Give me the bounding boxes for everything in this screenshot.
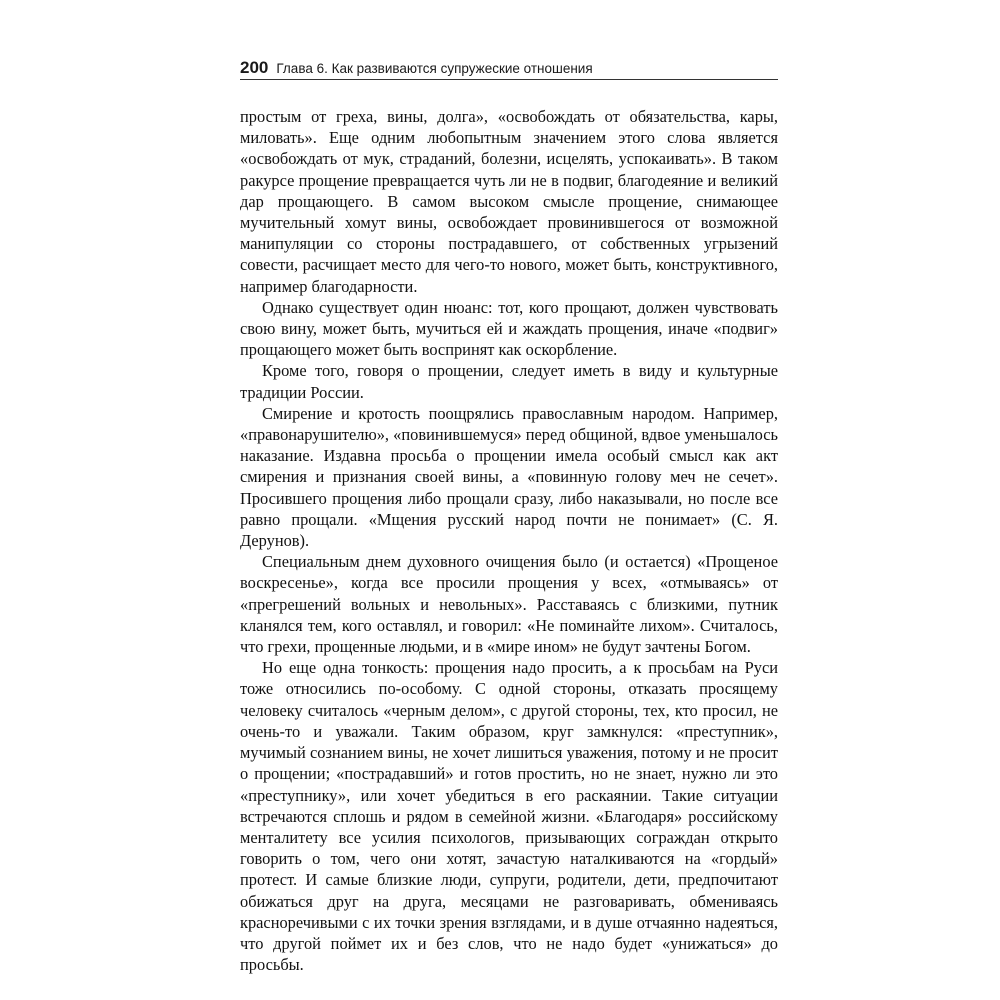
- page-header: [240, 58, 778, 84]
- paragraph: Смирение и кротость поощрялись православным народом. Например, «правонарушителю», «повинившемуся» перед общиной, вдвое уменьшалось наказание. Издавна просьба о прощении имела особый смысл как акт смирения и признания своей вины, а «повинную голову меч не сечет». Просившего прощения либо прощали сразу, либо наказывали, но после все равно прощали. «Мщения русский народ почти не понимает» (С. Я. Дерунов).: [240, 403, 778, 551]
- paragraph: простым от греха, вины, долга», «освобождать от обязательства, кары, миловать». Еще одним любопытным значением этого слова является «освобождать от мук, страданий, болезни, исцелять, успокаивать». В таком ракурсе прощение превращается чуть ли не в подвиг, благодеяние и великий дар прощающего. В самом высоком смысле прощение, снимающее мучительный хомут вины, освобождает провинившегося от возможной манипуляции со стороны пострадавшего, от собственных угрызений совести, расчищает место для чего-то нового, может быть, конструктивного, например благодарности.: [240, 107, 778, 296]
- paragraph: Но еще одна тонкость: прощения надо просить, а к просьбам на Руси тоже относились по-особому. С одной стороны, отказать просящему человеку считалось «черным делом», с другой стороны, тех, кто просил, не очень-то и уважали. Таким образом, круг замкнулся: «преступник», мучимый сознанием вины, не хочет лишиться уважения, потому и не просит о прощении; «пострадавший» и готов простить, но не знает, нужно ли это «преступнику», или хочет убедиться в его раскаянии. Такие ситуации встречаются сплошь и рядом в семейной жизни. «Благодаря» российскому менталитету все усилия психологов, призывающих сограждан открыто говорить о том, чего они хотят, зачастую наталкиваются на «гордый» протест. И самые близкие люди, супруги, родители, дети, предпочитают обижаться друг на друга, месяцами не разговаривать, обмениваясь красноречивыми с их точки зрения взглядами, и в душе отчаянно надеяться, что другой поймет их и без слов, что не надо будет «унижаться» до просьбы.: [240, 658, 778, 975]
- paragraph: Специальным днем духовного очищения было (и остается) «Прощеное воскресенье», когда все просили прощения у всех, «отмываясь» от «прегрешений вольных и невольных». Расставаясь с близкими, путник кланялся тем, кого оставлял, и говорил: «Не поминайте лихом». Считалось, что грехи, прощенные людьми, и в «мире ином» не будут зачтены Богом.: [240, 552, 778, 657]
- paragraph: Кроме того, говоря о прощении, следует иметь в виду и культурные традиции России.: [240, 361, 778, 402]
- body-text: [240, 106, 778, 975]
- paragraph: Однако существует один нюанс: тот, кого прощают, должен чувствовать свою вину, может быть, мучиться ей и жаждать прощения, иначе «подвиг» прощающего может быть воспринят как оскорбление.: [240, 297, 778, 360]
- header-rule: [240, 79, 778, 80]
- page-number: 200: [240, 58, 269, 77]
- running-head: Глава 6. Как развиваются супружеские отношения: [276, 61, 593, 76]
